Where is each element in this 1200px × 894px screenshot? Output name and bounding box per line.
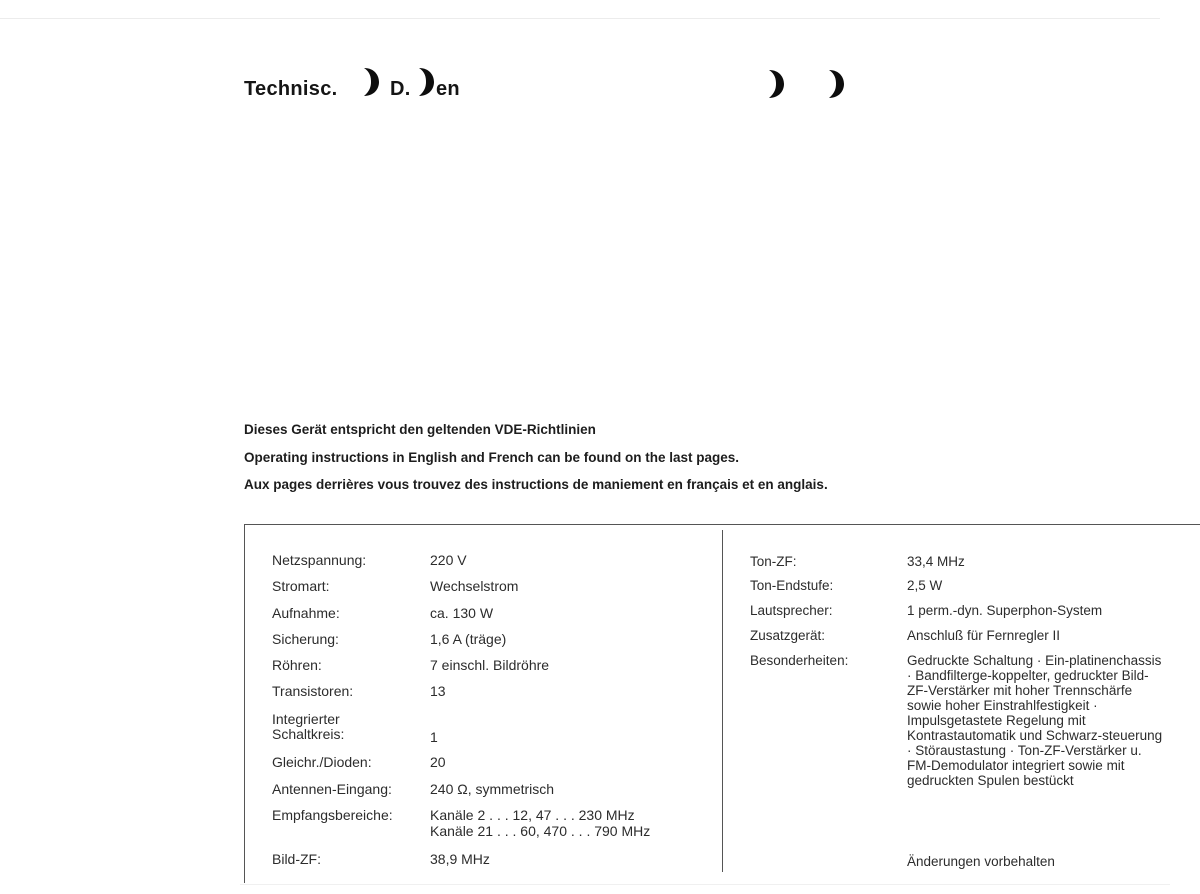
title-fragment-right: en <box>436 78 460 100</box>
spec-label-sicherung: Sicherung: <box>272 631 339 647</box>
spec-value-roehren: 7 einschl. Bildröhre <box>430 657 550 673</box>
spec-value-empfangsbereiche-uhf: Kanäle 21 . . . 60, 470 . . . 790 MHz <box>430 823 651 839</box>
punch-hole-icon <box>820 68 846 100</box>
footer-note: Änderungen vorbehalten <box>907 854 1055 869</box>
spec-value-netzspannung: 220 V <box>430 552 467 568</box>
spec-label-transistoren: Transistoren: <box>272 683 354 699</box>
spec-label-besonderheiten: Besonderheiten: <box>750 653 849 668</box>
spec-label-stromart: Stromart: <box>272 578 330 594</box>
spec-label-netzspannung: Netzspannung: <box>272 552 367 568</box>
title-fragment-middle: D. <box>390 78 411 100</box>
spec-label-empfangsbereiche: Empfangsbereiche: <box>272 807 393 823</box>
punch-hole-icon <box>410 66 436 98</box>
spec-label-ton-endstufe: Ton-Endstufe: <box>750 578 834 593</box>
punch-hole-icon <box>355 66 381 98</box>
spec-value-dioden: 20 <box>430 754 446 770</box>
spec-label-roehren: Röhren: <box>272 657 322 673</box>
spec-value-zusatzgeraet: Anschluß für Fernregler II <box>907 628 1061 643</box>
title-fragment-left: Technisc. <box>244 78 338 100</box>
spec-value-sicherung: 1,6 A (träge) <box>430 631 507 647</box>
punch-hole-icon <box>760 68 786 100</box>
spec-value-bild-zf: 38,9 MHz <box>430 851 490 867</box>
notice-vde: Dieses Gerät entspricht den geltenden VDE-Richtlinien <box>244 422 596 437</box>
spec-value-aufnahme: ca. 130 W <box>430 605 494 621</box>
spec-label-ton-zf: Ton-ZF: <box>750 554 797 569</box>
notice-french: Aux pages derrières vous trouvez des instructions de maniement en français et en anglais. <box>244 477 828 492</box>
page-edge-top <box>0 18 1160 19</box>
page-edge-bottom <box>240 884 1170 885</box>
spec-label-lautsprecher: Lautsprecher: <box>750 603 833 618</box>
spec-value-schaltkreis: 1 <box>430 729 438 745</box>
spec-value-transistoren: 13 <box>430 683 446 699</box>
spec-value-lautsprecher: 1 perm.-dyn. Superphon-System <box>907 603 1103 618</box>
spec-label-zusatzgeraet: Zusatzgerät: <box>750 628 826 643</box>
spec-value-stromart: Wechselstrom <box>430 578 519 594</box>
spec-label-dioden: Gleichr./Dioden: <box>272 754 372 770</box>
column-divider <box>722 530 723 872</box>
spec-label-bild-zf: Bild-ZF: <box>272 851 321 867</box>
spec-label-schaltkreis: Integrierter Schaltkreis: <box>272 711 345 742</box>
spec-value-empfangsbereiche-vhf: Kanäle 2 . . . 12, 47 . . . 230 MHz <box>430 807 635 823</box>
notice-english: Operating instructions in English and French can be found on the last pages. <box>244 450 740 465</box>
spec-value-ton-endstufe: 2,5 W <box>907 578 943 593</box>
spec-value-antenne: 240 Ω, symmetrisch <box>430 781 555 797</box>
spec-value-besonderheiten: Gedruckte Schaltung · Ein-platinenchassis · Bandfilterge-koppelter, gedruckter Bild-ZF-Verstärker mit hoher Trennschärfe sowie hoher Einstrahlfestigkeit · Impulsgetastete Regelung mit Kontrastautomatik und Schwarz-steuerung · Störaustastung · Ton-ZF-Verstärker u. FM-Demodulator integriert sowie mit gedruckten Spulen bestückt <box>907 653 1163 788</box>
spec-label-antenne: Antennen-Eingang: <box>272 781 392 797</box>
spec-label-aufnahme: Aufnahme: <box>272 605 340 621</box>
spec-value-ton-zf: 33,4 MHz <box>907 554 965 569</box>
